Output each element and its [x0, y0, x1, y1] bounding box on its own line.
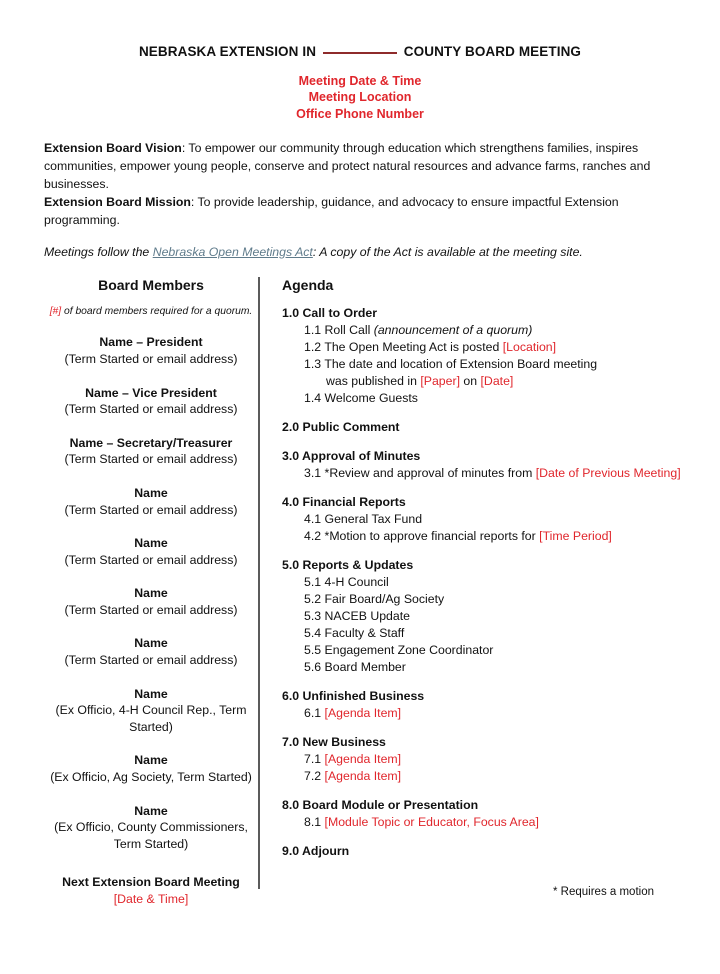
agenda-item-number: 4.1: [304, 512, 322, 527]
agenda-item-number: 6.1: [304, 705, 322, 720]
quorum-note: [44, 306, 258, 317]
agenda-item-number: 7.2: [304, 768, 322, 783]
agenda-item: [282, 768, 692, 785]
agenda-item-number: 3.1: [304, 466, 322, 481]
agenda-item-text: General Tax Fund: [324, 512, 423, 527]
agenda-item-number: 1.3: [304, 357, 322, 372]
agenda-heading: Agenda: [282, 277, 334, 294]
agenda-item-text: NACEB Update: [324, 608, 410, 623]
board-member: [44, 535, 258, 568]
open-meetings-note: [44, 244, 680, 262]
agenda-section: [282, 419, 692, 436]
agenda-item-number: 8.1: [304, 814, 322, 829]
agenda-item: [282, 356, 692, 390]
agenda-item-number: 5.3: [304, 608, 322, 623]
board-member-name: Name: [134, 536, 168, 551]
agenda-item-text: Board Member: [324, 659, 406, 674]
agenda-section-heading: 5.0 Reports & Updates: [282, 557, 414, 572]
agenda-item-placeholder[interactable]: [Agenda Item]: [324, 705, 402, 720]
board-member: [44, 435, 258, 468]
agenda-item-continuation: [304, 373, 692, 390]
title-after: COUNTY BOARD MEETING: [403, 44, 582, 59]
agenda-item-paper-placeholder[interactable]: [Paper]: [420, 374, 460, 389]
board-members-heading: Board Members: [98, 277, 204, 294]
agenda-item-number: 5.4: [304, 625, 322, 640]
agenda-item: [282, 390, 692, 407]
board-member: [44, 752, 258, 785]
document-page: [0, 42, 720, 974]
board-member-term: (Term Started or email address): [64, 502, 238, 517]
agenda-section: [282, 797, 692, 831]
nebraska-open-meetings-act-link[interactable]: Nebraska Open Meetings Act: [152, 244, 313, 259]
county-blank-field[interactable]: [323, 42, 397, 54]
agenda-list: [282, 305, 692, 859]
board-member-name: Name: [134, 636, 168, 651]
agenda-item: [282, 814, 692, 831]
agenda-section: [282, 688, 692, 722]
agenda-item-number: 5.2: [304, 591, 322, 606]
agenda-item: [282, 511, 692, 528]
agenda-item-text: Faculty & Staff: [324, 625, 405, 640]
board-member: [44, 385, 258, 418]
board-member-name: Name – Secretary/Treasurer: [69, 435, 233, 450]
agenda-item-text: *Review and approval of minutes from: [324, 466, 536, 481]
vision-label: Extension Board Vision: [44, 141, 182, 156]
column-divider: [258, 277, 260, 889]
agenda-section: [282, 448, 692, 482]
mission-label: Extension Board Mission: [44, 194, 191, 209]
agenda-item-text: Fair Board/Ag Society: [324, 591, 445, 606]
board-member: [44, 803, 258, 853]
agenda-item-text: *Motion to approve financial reports for: [324, 529, 540, 543]
agenda-section: [282, 843, 692, 860]
agenda-section-heading: 8.0 Board Module or Presentation: [282, 797, 479, 812]
agenda-section-heading: 9.0 Adjourn: [282, 843, 350, 858]
agenda-item: [282, 591, 692, 608]
agenda-item-text: The date and location of Extension Board meeting: [324, 357, 598, 372]
board-member-term: (Term Started or email address): [64, 653, 238, 668]
mission-text: : To provide leadership, guidance, and advocacy to ensure impactful Extension programming.: [44, 194, 619, 227]
agenda-item: [282, 751, 692, 768]
agenda-item-number: 1.1: [304, 323, 322, 338]
agenda-item-placeholder[interactable]: [Agenda Item]: [324, 768, 402, 783]
agenda-item: [282, 465, 692, 482]
meeting-date-time: Meeting Date & Time: [298, 73, 422, 88]
agenda-item: [282, 659, 692, 676]
agenda-section: [282, 305, 692, 407]
agenda-item-note: (announcement of a quorum): [373, 323, 533, 338]
board-member-term: (Ex Officio, Ag Society, Term Started): [50, 770, 252, 785]
agenda-item: [282, 705, 692, 722]
agenda-section-heading: 2.0 Public Comment: [282, 420, 400, 435]
page-title: [40, 42, 680, 61]
agenda-section: [282, 734, 692, 785]
agenda-item-placeholder[interactable]: [Module Topic or Educator, Focus Area]: [324, 814, 539, 829]
board-member-name: Name – President: [99, 335, 203, 350]
agenda-item-number: 1.2: [304, 340, 322, 355]
agenda-item-text: 4-H Council: [324, 574, 389, 589]
board-member-term: (Term Started or email address): [64, 552, 238, 567]
vision-paragraph: [44, 140, 680, 193]
agenda-item-placeholder[interactable]: [Date of Previous Meeting]: [535, 466, 681, 481]
agenda-item-continuation-after: on: [460, 374, 481, 389]
vision-mission-block: [44, 140, 680, 229]
office-phone-number: Office Phone Number: [296, 106, 424, 121]
agenda-section-heading: 7.0 New Business: [282, 734, 386, 749]
two-column-body: [0, 277, 720, 907]
agenda-item-text: Engagement Zone Coordinator: [324, 642, 494, 657]
agenda-item-number: 5.6: [304, 659, 322, 674]
meetings-note-before: Meetings follow the: [44, 244, 153, 259]
board-member-term: (Ex Officio, County Commissioners, Term Started): [54, 820, 248, 851]
agenda-item-number: 5.5: [304, 642, 322, 657]
board-member-list: [44, 334, 258, 852]
next-meeting-value: [Date & Time]: [113, 892, 189, 906]
agenda-item: [282, 574, 692, 591]
quorum-count-placeholder: [#]: [49, 306, 62, 318]
agenda-item-continuation-text: was published in: [326, 374, 421, 389]
next-meeting-block: [44, 874, 258, 907]
agenda-item-text: Roll Call: [324, 323, 374, 338]
board-member-name: Name: [134, 485, 168, 500]
board-member: [44, 334, 258, 367]
agenda-section-heading: 6.0 Unfinished Business: [282, 688, 425, 703]
agenda-item-placeholder[interactable]: [Agenda Item]: [324, 751, 402, 766]
agenda-item: [282, 625, 692, 642]
vision-text: : To empower our community through education which strengthens families, inspires communities, empower young people, conserve and protect natural resources and advance farms, ranches and businesses.: [44, 141, 651, 192]
board-member-name: Name – Vice President: [85, 385, 217, 400]
agenda-item: [282, 322, 692, 339]
board-member-term: (Term Started or email address): [64, 402, 238, 417]
agenda-column: [282, 277, 692, 897]
board-member-term: (Term Started or email address): [64, 602, 238, 617]
agenda-item-date-placeholder[interactable]: [Date]: [480, 374, 514, 389]
board-member-name: Name: [134, 803, 168, 818]
board-member-term: (Ex Officio, 4-H Council Rep., Term Started): [55, 703, 247, 734]
title-before: NEBRASKA EXTENSION IN: [138, 44, 317, 59]
agenda-item: [282, 528, 692, 545]
board-member-name: Name: [134, 586, 168, 601]
agenda-item: [282, 642, 692, 659]
board-members-column: [44, 277, 258, 907]
agenda-item-placeholder[interactable]: [Location]: [502, 340, 557, 355]
agenda-item: [282, 608, 692, 625]
meetings-note-after: : A copy of the Act is available at the meeting site.: [312, 244, 583, 259]
meeting-details-block: [0, 73, 720, 123]
agenda-item-number: 5.1: [304, 574, 322, 589]
board-member: [44, 585, 258, 618]
board-member-term: (Term Started or email address): [64, 452, 238, 467]
agenda-item-placeholder[interactable]: [Time Period]: [539, 529, 612, 543]
motion-footnote: * Requires a motion: [553, 885, 654, 898]
meeting-location: Meeting Location: [308, 90, 412, 105]
agenda-item-text: The Open Meeting Act is posted: [324, 340, 503, 355]
board-member: [44, 485, 258, 518]
mission-paragraph: [44, 194, 680, 230]
agenda-section-heading: 3.0 Approval of Minutes: [282, 449, 421, 464]
agenda-item-number: 1.4: [304, 391, 322, 406]
agenda-section: [282, 557, 692, 676]
agenda-item-number: 7.1: [304, 751, 322, 766]
board-member-name: Name: [134, 686, 168, 701]
agenda-section-heading: 4.0 Financial Reports: [282, 495, 406, 510]
board-member: [44, 686, 258, 736]
board-member-term: (Term Started or email address): [64, 351, 238, 366]
quorum-note-text: of board members required for a quorum.: [61, 306, 253, 318]
board-member: [44, 635, 258, 668]
agenda-section: [282, 494, 692, 545]
agenda-item: [282, 339, 692, 356]
agenda-section-heading: 1.0 Call to Order: [282, 306, 377, 321]
agenda-item-number: 4.2: [304, 529, 322, 543]
board-member-name: Name: [134, 753, 168, 768]
agenda-item-text: Welcome Guests: [324, 391, 418, 406]
next-meeting-label: Next Extension Board Meeting: [62, 875, 240, 890]
